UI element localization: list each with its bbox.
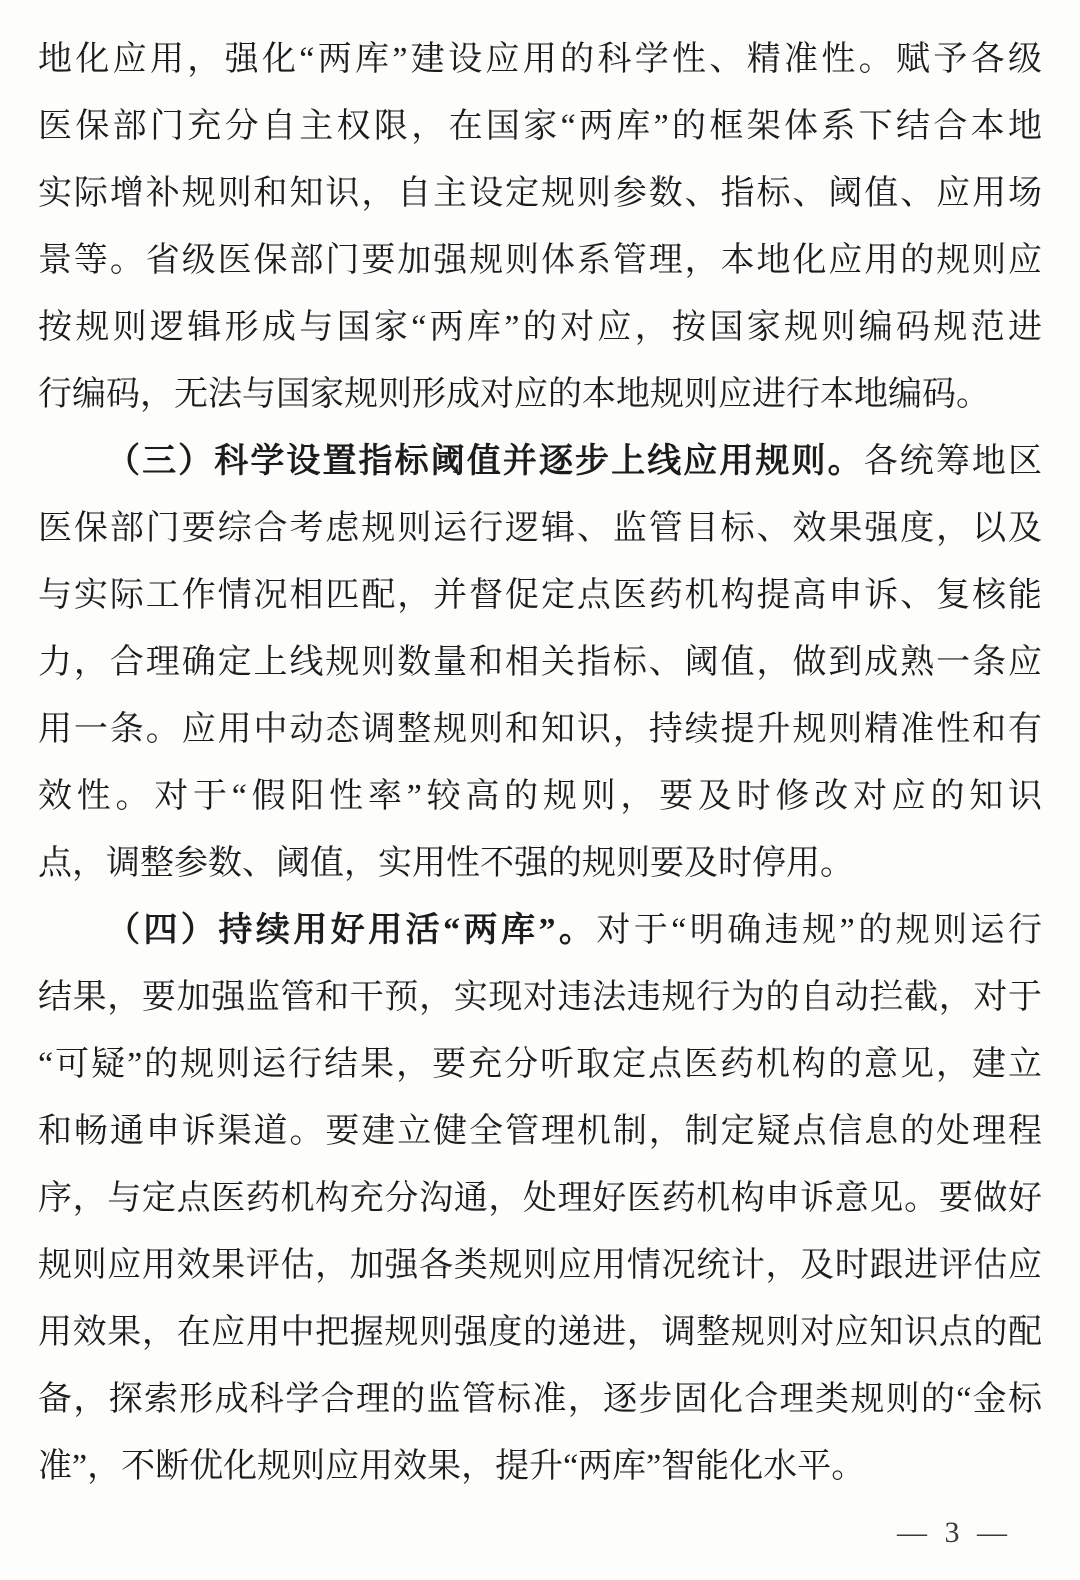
body-text: 力，合理确定上线规则数量和相关指标、阈值，做到成熟一条应 (38, 644, 1042, 681)
body-text: 规则应用效果评估，加强各类规则应用情况统计，及时跟进评估应 (38, 1247, 1042, 1284)
document-line (38, 1165, 1042, 1232)
document-line (38, 696, 1042, 763)
body-text: 医保部门要综合考虑规则运行逻辑、监管目标、效果强度，以及 (38, 510, 1042, 547)
document-line (38, 495, 1042, 562)
document-line (38, 1031, 1042, 1098)
document-line (38, 1232, 1042, 1299)
document-body (38, 26, 1042, 1500)
body-text: 景等。省级医保部门要加强规则体系管理，本地化应用的规则应 (38, 242, 1042, 279)
body-text: 行编码，无法与国家规则形成对应的本地规则应进行本地编码。 (38, 376, 990, 413)
document-line (38, 562, 1042, 629)
body-text: 准”，不断优化规则应用效果，提升“两库”智能化水平。 (38, 1448, 866, 1485)
document-line (38, 1098, 1042, 1165)
document-line (38, 763, 1042, 830)
body-text: 和畅通申诉渠道。要建立健全管理机制，制定疑点信息的处理程 (38, 1113, 1042, 1150)
document-line (38, 830, 1042, 897)
page-number: — 3 — (897, 1516, 1012, 1549)
document-line (38, 294, 1042, 361)
body-text: 序，与定点医药机构充分沟通，处理好医药机构申诉意见。要做好 (38, 1180, 1042, 1217)
body-text: 医保部门充分自主权限，在国家“两库”的框架体系下结合本地 (38, 108, 1042, 145)
body-text: 用效果，在应用中把握规则强度的递进，调整规则对应知识点的配 (38, 1314, 1042, 1351)
section-heading-text: （三）科学设置指标阈值并逐步上线应用规则。 (106, 443, 864, 480)
document-line (38, 160, 1042, 227)
body-text: 地化应用，强化“两库”建设应用的科学性、精准性。赋予各级 (38, 41, 1042, 78)
document-line (38, 93, 1042, 160)
body-text: 对于“明确违规”的规则运行 (596, 912, 1042, 949)
body-text: 备，探索形成科学合理的监管标准，逐步固化合理类规则的“金标 (38, 1381, 1042, 1418)
document-line (38, 897, 1042, 964)
body-text: 与实际工作情况相匹配，并督促定点医药机构提高申诉、复核能 (38, 577, 1042, 614)
body-text: “可疑”的规则运行结果，要充分听取定点医药机构的意见，建立 (38, 1046, 1042, 1083)
document-line (38, 964, 1042, 1031)
document-line (38, 629, 1042, 696)
document-line (38, 1299, 1042, 1366)
document-line (38, 1366, 1042, 1433)
body-text: 实际增补规则和知识，自主设定规则参数、指标、阈值、应用场 (38, 175, 1042, 212)
body-text: 按规则逻辑形成与国家“两库”的对应，按国家规则编码规范进 (38, 309, 1042, 346)
section-heading-text: （四）持续用好用活“两库”。 (106, 912, 597, 949)
document-line (38, 26, 1042, 93)
document-line (38, 1433, 1042, 1500)
document-line (38, 227, 1042, 294)
body-text: 点，调整参数、阈值，实用性不强的规则要及时停用。 (38, 845, 854, 882)
body-text: 各统筹地区 (863, 443, 1042, 480)
body-text: 用一条。应用中动态调整规则和知识，持续提升规则精准性和有 (38, 711, 1042, 748)
document-line (38, 428, 1042, 495)
body-text: 效性。对于“假阳性率”较高的规则，要及时修改对应的知识 (38, 778, 1042, 815)
body-text: 结果，要加强监管和干预，实现对违法违规行为的自动拦截，对于 (38, 979, 1042, 1016)
document-line (38, 361, 1042, 428)
